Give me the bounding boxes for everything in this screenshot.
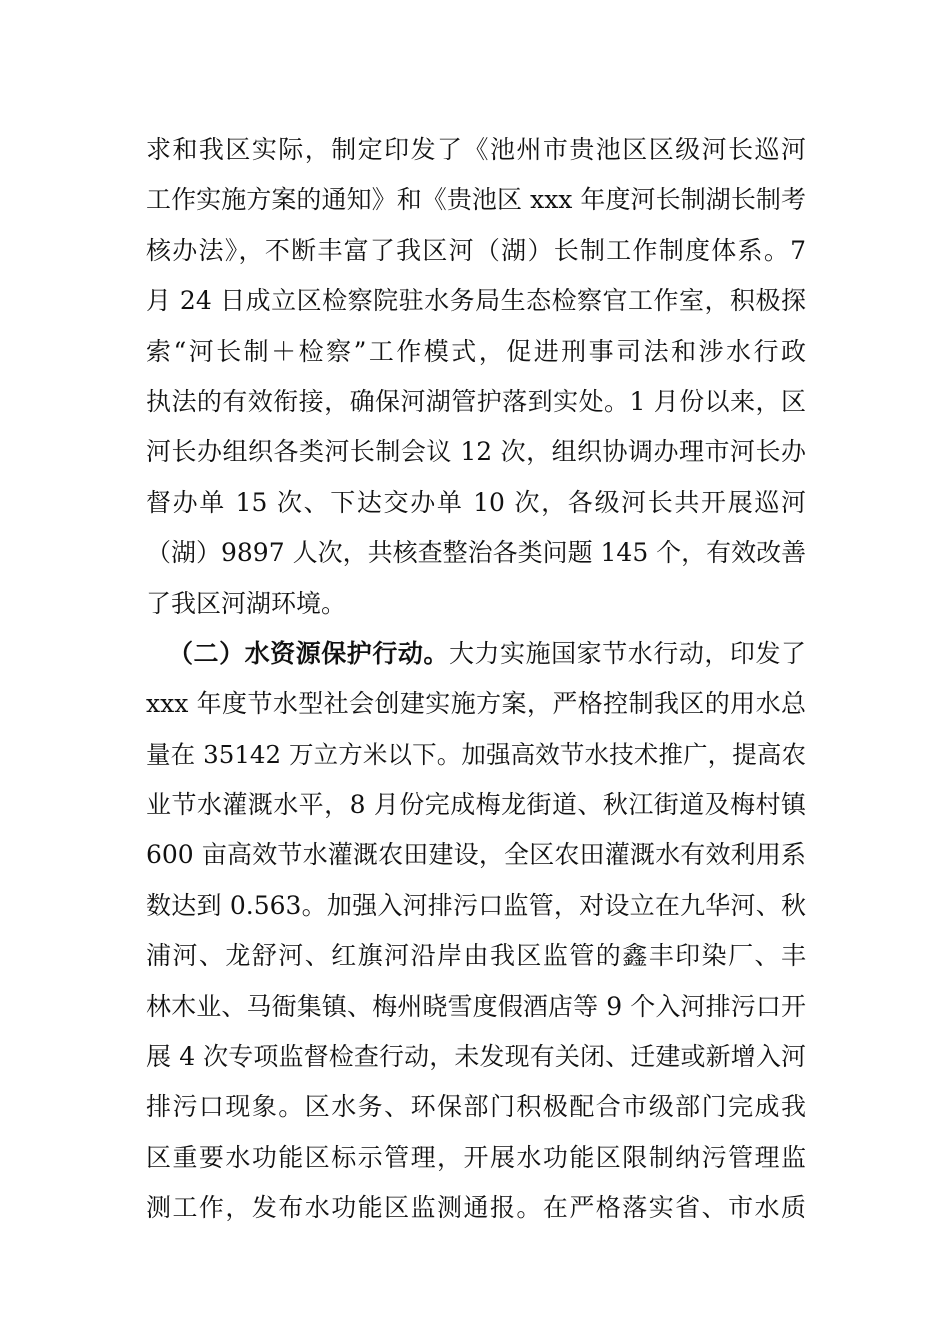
text-line: 量在 35142 万立方米以下。加强高效节水技术推广，提高农 xyxy=(146,739,806,769)
text-line: 600 亩高效节水灌溉农田建设，全区农田灌溉水有效利用系 xyxy=(146,840,806,870)
text-line: 数达到 0.563。加强入河排污口监管，对设立在九华河、秋 xyxy=(146,890,806,920)
text-line: 排污口现象。区水务、环保部门积极配合市级部门完成我 xyxy=(146,1092,806,1122)
text-line: 展 4 次专项监督检查行动，未发现有关闭、迁建或新增入河 xyxy=(146,1042,806,1072)
paragraph-first-line xyxy=(146,629,806,679)
text-line: 河长办组织各类河长制会议 12 次，组织协调办理市河长办 xyxy=(146,437,806,467)
text-line: xxx 年度节水型社会创建实施方案，严格控制我区的用水总 xyxy=(146,689,806,719)
section-heading: （二）水资源保护行动。 xyxy=(168,638,449,668)
text-line: 执法的有效衔接，确保河湖管护落到实处。1 月份以来，区 xyxy=(146,386,806,416)
text-line: 了我区河湖环境。 xyxy=(146,588,347,618)
text-span: 大力实施国家节水行动，印发了 xyxy=(448,638,806,668)
text-line: 区重要水功能区标示管理，开展水功能区限制纳污管理监 xyxy=(146,1142,806,1172)
paragraph-river-chief-system xyxy=(146,125,806,629)
text-line: 索“河长制＋检察”工作模式，促进刑事司法和涉水行政 xyxy=(146,336,806,366)
text-line: 工作实施方案的通知》和《贵池区 xxx 年度河长制湖长制考 xyxy=(146,185,806,215)
text-line: 测工作，发布水功能区监测通报。在严格落实省、市水质 xyxy=(146,1193,806,1223)
text-line: 督办单 15 次、下达交办单 10 次，各级河长共开展巡河 xyxy=(146,487,806,517)
document-body xyxy=(146,125,806,1234)
text-line: 核办法》，不断丰富了我区河（湖）长制工作制度体系。7 xyxy=(146,235,806,265)
text-line: 浦河、龙舒河、红旗河沿岸由我区监管的鑫丰印染厂、丰 xyxy=(146,941,806,971)
text-line: 业节水灌溉水平，8 月份完成梅龙街道、秋江街道及梅村镇 xyxy=(146,790,806,820)
text-line: 求和我区实际，制定印发了《池州市贵池区区级河长巡河 xyxy=(146,135,806,164)
text-line: 月 24 日成立区检察院驻水务局生态检察官工作室，积极探 xyxy=(146,286,806,316)
paragraph-water-resource-protection xyxy=(146,629,806,1234)
text-line: （湖）9897 人次，共核查整治各类问题 145 个，有效改善 xyxy=(146,538,807,568)
text-line: 林木业、马衙集镇、梅州晓雪度假酒店等 9 个入河排污口开 xyxy=(146,991,806,1021)
